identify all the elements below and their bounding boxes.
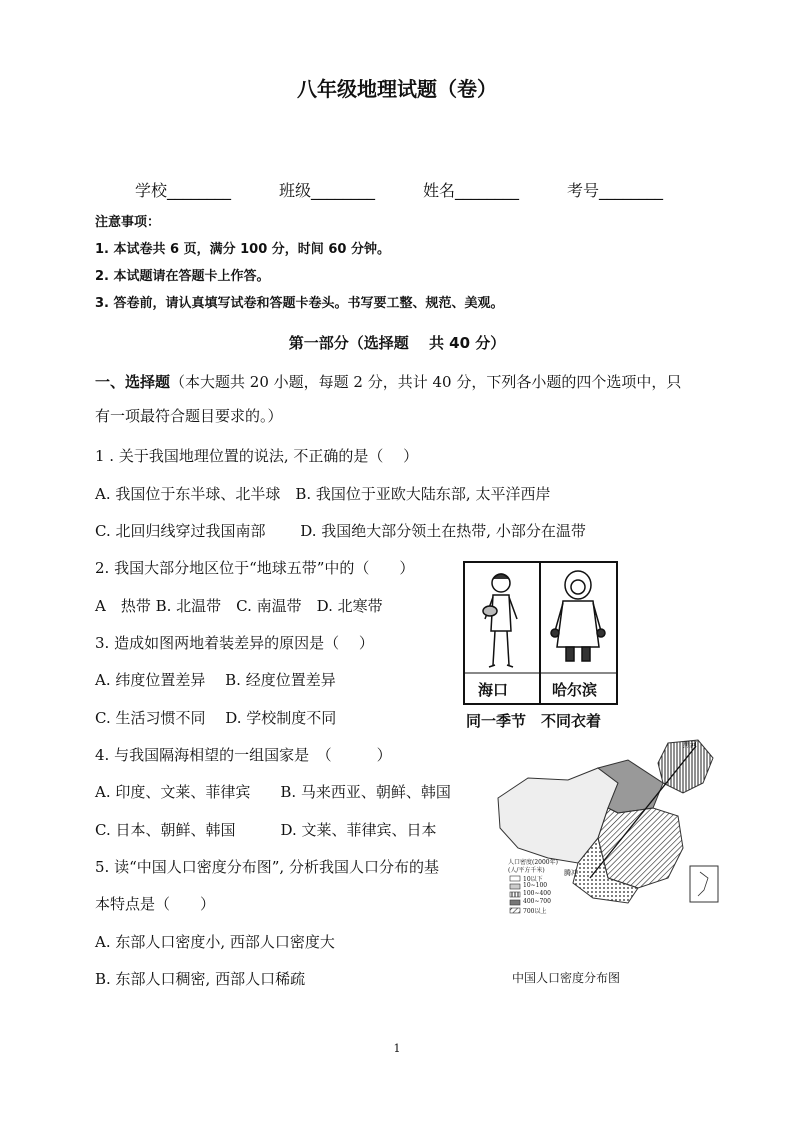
section-heading — [95, 371, 681, 392]
part-title: 第一部分（选择题 共 40 分） — [288, 334, 506, 352]
question-3-options-cd[interactable]: C. 生活习惯不同 D. 学校制度不同 — [95, 709, 337, 727]
question-5-option-a[interactable]: A. 东部人口密度小, 西部人口密度大 — [95, 933, 335, 951]
exam-number-field[interactable]: 考号________ — [567, 181, 664, 200]
map-caption: 中国人口密度分布图 — [512, 971, 621, 985]
legend-units: (人/平方千米) — [508, 867, 545, 874]
legend-item: 400~700 — [523, 898, 551, 905]
note-item: 2. 本试题请在答题卡上作答。 — [95, 269, 270, 284]
section-description: （本大题共 20 小题，每题 2 分，共计 40 分，下列各小题的四个选项中，只 — [170, 373, 682, 391]
legend-item: 700以上 — [523, 908, 547, 915]
section-description-cont: 有一项最符合题目要求的。） — [95, 407, 283, 425]
question-2-stem: 2. 我国大部分地区位于“地球五带”中的（ ） — [95, 559, 415, 577]
section-label: 一、选择题 — [95, 373, 171, 391]
notes-heading: 注意事项： — [95, 215, 161, 230]
question-5-stem-cont: 本特点是（ ） — [95, 895, 216, 913]
note-item: 3. 答卷前，请认真填写试卷和答题卡卷头。书写要工整、规范、美观。 — [95, 296, 504, 311]
question-3-options-ab[interactable]: A. 纬度位置差异 B. 经度位置差异 — [95, 671, 336, 689]
question-4-options-ab[interactable]: A. 印度、文莱、菲律宾 B. 马来西亚、朝鲜、韩国 — [95, 783, 451, 801]
school-field[interactable]: 学校________ — [135, 181, 232, 200]
harbin-label: 哈尔滨 — [552, 681, 598, 699]
tengchong-label: 腾冲 — [564, 869, 578, 877]
question-2-options[interactable]: A 热带 B. 北温带 C. 南温带 D. 北寒带 — [95, 597, 383, 615]
heihe-label: 黑河 — [683, 741, 697, 749]
china-map-illustration — [478, 738, 728, 914]
question-1-stem: 1 . 关于我国地理位置的说法, 不正确的是（ ） — [95, 447, 419, 465]
haikou-label: 海口 — [478, 681, 509, 699]
legend-title: 人口密度(2000年) — [508, 859, 558, 866]
class-field[interactable]: 班级________ — [279, 181, 376, 200]
question-1-options-cd[interactable]: C. 北回归线穿过我国南部 D. 我国绝大部分领土在热带, 小部分在温带 — [95, 522, 586, 540]
question-4-stem: 4. 与我国隔海相望的一组国家是 （ ） — [95, 746, 392, 764]
question-5-option-b[interactable]: B. 东部人口稠密, 西部人口稀疏 — [95, 970, 306, 988]
question-1-options-ab[interactable]: A. 我国位于东半球、北半球 B. 我国位于亚欧大陆东部, 太平洋西岸 — [95, 485, 551, 503]
page-number: 1 — [393, 1042, 401, 1055]
question-4-options-cd[interactable]: C. 日本、朝鲜、韩国 D. 文莱、菲律宾、日本 — [95, 821, 437, 839]
page-title: 八年级地理试题（卷） — [297, 77, 497, 101]
clothing-figure-caption: 同一季节 不同衣着 — [466, 712, 602, 730]
question-3-stem: 3. 造成如图两地着装差异的原因是（ ） — [95, 634, 374, 652]
legend-item: 10~100 — [523, 882, 548, 889]
legend-item: 10以下 — [523, 876, 543, 883]
note-item: 1. 本试卷共 6 页，满分 100 分，时间 60 分钟。 — [95, 242, 390, 257]
population-density-map — [478, 738, 728, 914]
question-5-stem: 5. 读“中国人口密度分布图”, 分析我国人口分布的基 — [95, 858, 439, 876]
legend-item: 100~400 — [523, 890, 551, 897]
name-field[interactable]: 姓名________ — [423, 181, 520, 200]
